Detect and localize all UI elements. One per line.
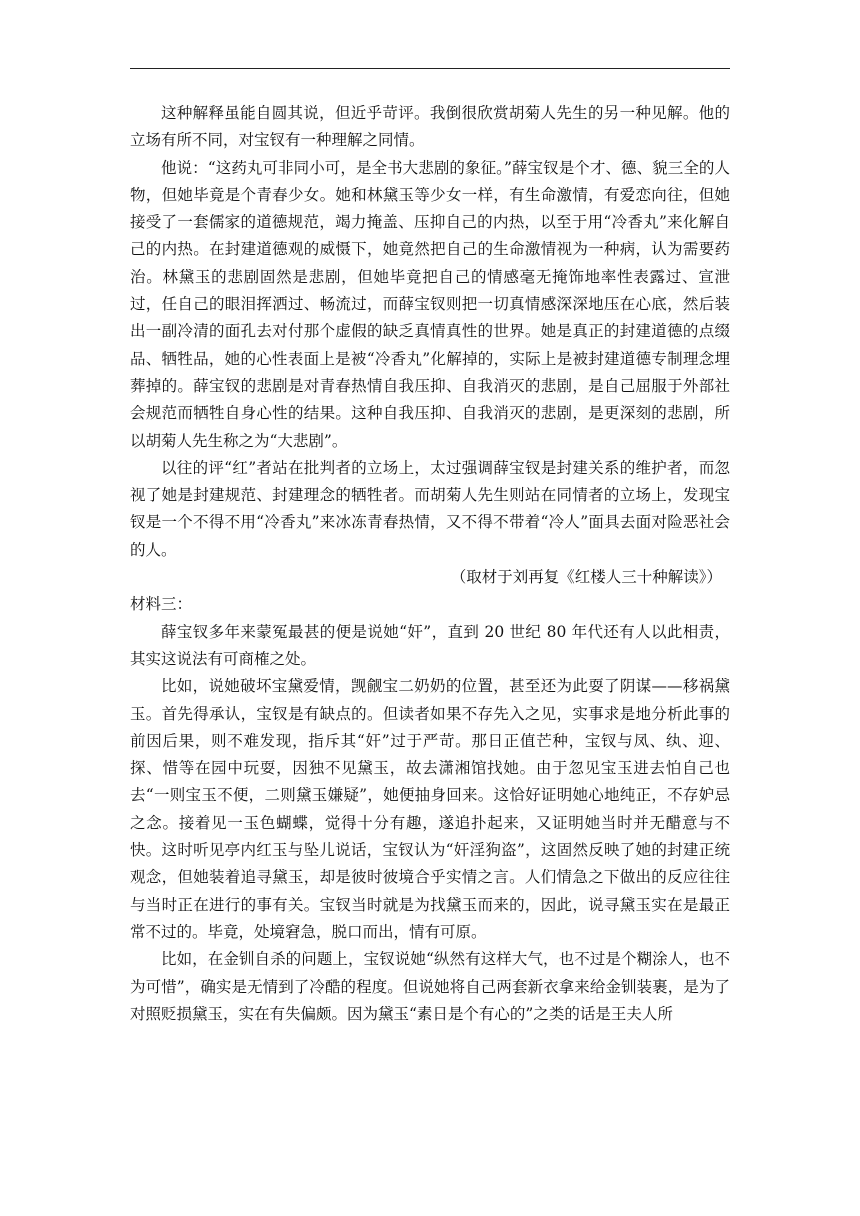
paragraph: 比如，说她破坏宝黛爱情，觊觎宝二奶奶的位置，甚至还为此耍了阴谋——移祸黛玉。首先得承认，宝钗是有缺点的。但读者如果不存先入之见，实事求是地分析此事的前因后果，则不难发现，指斥其“奸”过于严苛。那日正值芒种，宝钗与凤、纨、迎、探、惜等在园中玩耍，因独不见黛玉，故去潇湘馆找她。由于忽见宝玉进去怕自己也去“一则宝玉不便，二则黛玉嫌疑”，她便抽身回来。这恰好证明她心地纯正，不存妒忌之念。接着见一玉色蝴蝶，觉得十分有趣，遂追扑起来，又证明她当时并无醋意与不快。这时听见亭内红玉与坠儿说话，宝钗认为“奸淫狗盗”，这固然反映了她的封建正统观念，但她装着追寻黛玉，却是彼时彼境合乎实情之言。人们情急之下做出的反应往往与当时正在进行的事有关。宝钗当时就是为找黛玉而来的，因此，说寻黛玉实在是最正常不过的。毕竟，处境窘急，脱口而出，情有可原。 — [130, 677, 730, 941]
body-text — [130, 100, 730, 1028]
paragraph: 以往的评“红”者站在批判者的立场上，太过强调薛宝钗是封建关系的维护者，而忽视了她是封建规范、封建理念的牺牲者。而胡菊人先生则站在同情者的立场上，发现宝钗是一个不得不用“冷香丸”来冰冻青春热情，又不得不带着“冷人”面具去面对险恶社会的人。 — [130, 458, 730, 559]
source-citation: （取材于刘再复《红楼人三十种解读》） — [450, 568, 722, 587]
paragraph: 薛宝钗多年来蒙冤最甚的便是说她“奸”，直到 20 世纪 80 年代还有人以此相责，其实这说法有可商榷之处。 — [130, 622, 730, 668]
paragraph: 他说：“这药丸可非同小可，是全书大悲剧的象征。”薛宝钗是个才、德、貌三全的人物，但她毕竟是个青春少女。她和林黛玉等少女一样，有生命激情，有爱恋向往，但她接受了一套儒家的道德规范，竭力掩盖、压抑自己的内热，以至于用“冷香丸”来化解自己的内热。在封建道德观的威慑下，她竟然把自己的生命激情视为一种病，认为需要药治。林黛玉的悲剧固然是悲剧，但她毕竟把自己的情感毫无掩饰地率性表露过、宣泄过，任自己的眼泪挥洒过、畅流过，而薛宝钗则把一切真情感深深地压在心底，然后装出一副冷清的面孔去对付那个虚假的缺乏真情真性的世界。她是真正的封建道德的点缀品、牺牲品，她的心性表面上是被“冷香丸”化解掉的，实际上是被封建道德专制理念埋葬掉的。薛宝钗的悲剧是对青春热情自我压抑、自我消灭的悲剧，是自己屈服于外部社会规范而牺牲自身心性的结果。这种自我压抑、自我消灭的悲剧，是更深刻的悲剧，所以胡菊人先生称之为“大悲剧”。 — [130, 158, 730, 450]
section-label: 材料三： — [130, 595, 193, 614]
paragraph: 这种解释虽能自圆其说，但近乎苛评。我倒很欣赏胡菊人先生的另一种见解。他的立场有所不同，对宝钗有一种理解之同情。 — [130, 104, 730, 150]
header-rule — [130, 68, 730, 69]
paragraph: 比如，在金钏自杀的问题上，宝钗说她“纵然有这样大气，也不过是个糊涂人，也不为可惜”，确实是无情到了冷酷的程度。但说她将自己两套新衣拿来给金钏装裹，是为了对照贬损黛玉，实在有失偏颇。因为黛玉“素日是个有心的”之类的话是王夫人所 — [130, 950, 730, 1023]
